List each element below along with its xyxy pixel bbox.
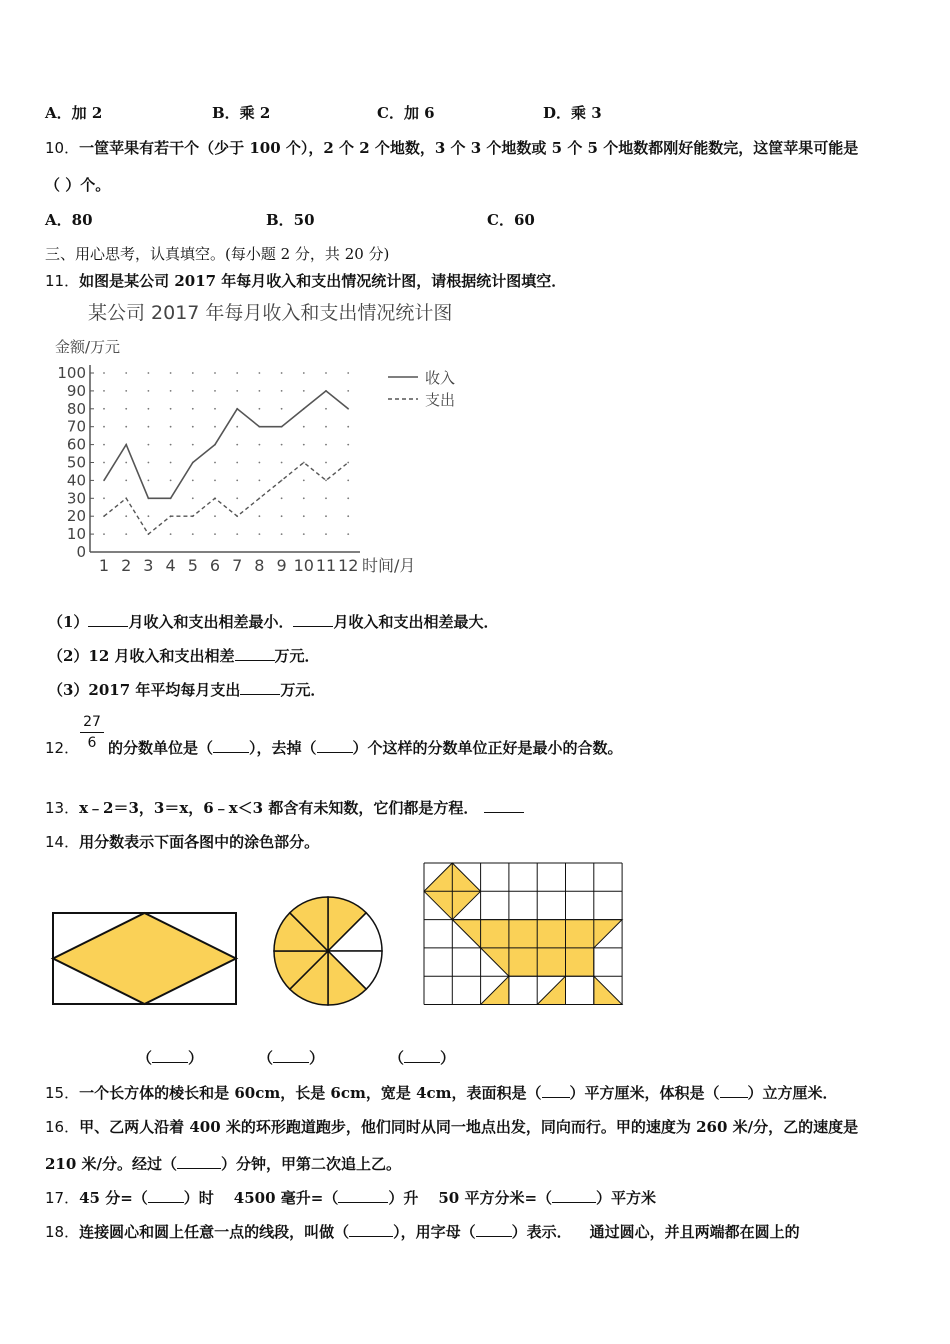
q15-blank1[interactable] [542, 1097, 570, 1098]
q16-line1 [45, 1116, 858, 1137]
grid-dot [236, 372, 238, 374]
grid-dot [170, 480, 172, 482]
grid-dot [303, 426, 305, 428]
grid-dot [325, 408, 327, 410]
grid-dot [281, 390, 283, 392]
grid-dot [347, 426, 349, 428]
grid-dot [347, 480, 349, 482]
grid-dot [325, 444, 327, 446]
q10-option-a: A．80 [45, 211, 93, 229]
grid-dot [303, 372, 305, 374]
grid-dot [214, 462, 216, 464]
grid-dot [170, 390, 172, 392]
grid-dot [281, 444, 283, 446]
grid-dot [325, 372, 327, 374]
grid-dot [281, 462, 283, 464]
x-tick-label: 4 [165, 556, 176, 575]
y-tick-label: 80 [66, 399, 86, 418]
q17-text-e: 50 平方分米=（ [438, 1189, 553, 1207]
figure-grid-shape [420, 860, 626, 1010]
q14-answer-1-blank[interactable] [152, 1062, 188, 1063]
q11-sub1-text2: 月收入和支出相差最大． [333, 613, 499, 631]
q9-option-b: B．乘 2 [212, 104, 271, 122]
q18-blank1[interactable] [349, 1236, 393, 1237]
q9-option-a: A．加 2 [45, 104, 103, 122]
chart-points [104, 391, 348, 534]
grid-dot [259, 390, 261, 392]
q11-sub3-blank[interactable] [240, 694, 280, 695]
q17-text-c: 4500 毫升=（ [233, 1189, 339, 1207]
grid-dot [347, 390, 349, 392]
grid-dot [148, 444, 150, 446]
q17-text-a: 45 分=（ [79, 1189, 148, 1207]
q14-line [45, 831, 319, 852]
grid-dot [214, 480, 216, 482]
grid-dot [125, 408, 127, 410]
section-3-title: 三、用心思考，认真填空。(每小题 2 分，共 20 分) [45, 245, 390, 263]
q12-text [108, 737, 623, 758]
legend-income-label: 收入 [425, 369, 456, 387]
q17-text-b: ）时 [183, 1189, 214, 1207]
grid-dot [192, 497, 194, 499]
q17-blank2[interactable] [338, 1202, 388, 1203]
q14-number: 14． [45, 833, 80, 851]
grid-dot [259, 408, 261, 410]
y-tick-label: 50 [66, 453, 86, 472]
q10-text: 一筐苹果有若干个（少于 100 个），2 个 2 个地数，3 个 3 个地数或 5 个 5 个地数都刚好能数完，这筐苹果可能是 [79, 139, 859, 157]
grid-dot [259, 372, 261, 374]
grid-dot [192, 444, 194, 446]
grid-dot [259, 462, 261, 464]
x-tick-label: 12 [338, 556, 359, 575]
grid-dot [259, 480, 261, 482]
q13-line [45, 797, 524, 818]
grid-dot [236, 426, 238, 428]
q11-sub1-text1: 月收入和支出相差最小． [128, 613, 294, 631]
q11-sub1-blank2[interactable] [293, 626, 333, 627]
y-tick-label: 0 [76, 543, 86, 561]
grid-dot [303, 390, 305, 392]
grid-dot [148, 462, 150, 464]
grid-dot [281, 372, 283, 374]
grid-dot [103, 444, 105, 446]
grid-dot [125, 462, 127, 464]
x-tick-label: 5 [187, 556, 198, 575]
grid-dot [325, 426, 327, 428]
grid-dot [214, 408, 216, 410]
grid-dot [192, 426, 194, 428]
x-tick-label: 7 [232, 556, 243, 575]
grid-dot [259, 533, 261, 535]
y-tick-label: 20 [66, 507, 86, 526]
x-tick-label: 6 [209, 556, 221, 575]
q11-line [45, 270, 566, 291]
x-tick-label: 1 [98, 556, 110, 575]
q11-sub1-blank1[interactable] [88, 626, 128, 627]
q12-text-c: ）个这样的分数单位正好是最小的合数。 [352, 739, 623, 757]
q13-text: x﹣2＝3，3＝x，6﹣x＜3 都含有未知数，它们都是方程． [79, 799, 479, 817]
q15-text-c: ）立方厘米． [747, 1084, 838, 1102]
q12-text-b: ），去掉（ [249, 739, 317, 757]
grid-dot [214, 390, 216, 392]
q12-blank1[interactable] [213, 752, 249, 753]
q12-fraction-denominator: 6 [87, 735, 97, 751]
q11-sub2-unit: 万元． [274, 647, 320, 665]
grid-dot [236, 480, 238, 482]
grid-dot [192, 372, 194, 374]
q12-fraction [80, 712, 104, 753]
q18-text-b: ），用字母（ [393, 1223, 476, 1241]
q16-blank[interactable] [177, 1168, 221, 1169]
grid-dot [347, 462, 349, 464]
figure-rectangle-rhombus [50, 910, 240, 1008]
q12-fraction-numerator: 27 [80, 712, 104, 733]
q16-text-2b: ）分钟，甲第二次追上乙。 [221, 1155, 402, 1173]
q15-text-a: 一个长方体的棱长和是 60cm，长是 6cm，宽是 4cm，表面积是（ [79, 1084, 542, 1102]
q11-sub2-text: （2）12 月收入和支出相差 [48, 647, 235, 665]
grid-dot [281, 497, 283, 499]
x-tick-label: 2 [121, 556, 132, 575]
q16-text-1: 甲、乙两人沿着 400 米的环形跑道跑步，他们同时从同一地点出发，同向而行。甲的速度为 260 米/分，乙的速度是 [79, 1118, 859, 1136]
x-tick-label: 9 [276, 556, 287, 575]
grid-dot [148, 372, 150, 374]
y-tick-label: 40 [66, 471, 86, 490]
chart-x-axis-label: 时间/月 [362, 556, 416, 575]
grid-dot [236, 533, 238, 535]
q10-line1 [45, 137, 858, 158]
q17-number: 17． [45, 1189, 80, 1207]
q10-option-b: B．50 [266, 211, 315, 229]
grid-dot [192, 480, 194, 482]
grid-dot [347, 497, 349, 499]
grid-dot [170, 533, 172, 535]
grid-dot [148, 480, 150, 482]
grid-dot [170, 426, 172, 428]
y-tick-label: 70 [66, 417, 86, 436]
grid-dot [303, 533, 305, 535]
x-tick-label: 3 [143, 556, 154, 575]
grid-dot [125, 515, 127, 517]
q10-line2: （ ）个。 [45, 176, 111, 194]
grid-dot [148, 515, 150, 517]
q9-option-d: D．乘 3 [543, 104, 602, 122]
q12-text-a: 的分数单位是（ [108, 739, 214, 757]
q12-blank2[interactable] [317, 752, 353, 753]
grid-dot [214, 426, 216, 428]
grid-dot [192, 390, 194, 392]
grid-dot [148, 426, 150, 428]
q18-text-d: 通过圆心，并且两端都在圆上的 [589, 1223, 800, 1241]
q18-blank2[interactable] [476, 1236, 512, 1237]
grid-dot [103, 497, 105, 499]
grid-dot [103, 372, 105, 374]
q14-answer-3: （ ） [389, 1049, 456, 1067]
y-tick-label: 60 [66, 435, 86, 454]
grid-dot [103, 426, 105, 428]
q14-text: 用分数表示下面各图中的涂色部分。 [79, 833, 320, 851]
q15-text-b: ）平方厘米，体积是（ [569, 1084, 720, 1102]
q11-sub1 [48, 611, 498, 632]
chart-title: 某公司 2017 年每月收入和支出情况统计图 [88, 302, 453, 324]
grid-dot [192, 408, 194, 410]
grid-dot [259, 515, 261, 517]
grid-dot [125, 533, 127, 535]
line-chart [40, 295, 480, 585]
grid-dot [347, 533, 349, 535]
grid-dot [148, 408, 150, 410]
grid-dot [325, 533, 327, 535]
grid-dot [103, 462, 105, 464]
q17-text-f: ）平方米 [596, 1189, 657, 1207]
grid-dot [281, 408, 283, 410]
grid-dot [170, 462, 172, 464]
grid-dot [125, 480, 127, 482]
q10-option-c: C．60 [487, 211, 535, 229]
q13-number: 13． [45, 799, 80, 817]
grid-dot [347, 372, 349, 374]
grid-dot [303, 462, 305, 464]
q15-line [45, 1082, 838, 1103]
x-tick-label: 8 [254, 556, 265, 575]
grid-dot [103, 408, 105, 410]
q11-sub1-label: （1） [48, 613, 89, 631]
q12-number: 12． [45, 739, 80, 757]
grid-dot [125, 372, 127, 374]
legend-expense-label: 支出 [425, 391, 456, 409]
q17-blank3[interactable] [552, 1202, 596, 1203]
q11-sub2-blank[interactable] [235, 660, 275, 661]
grid-dot [325, 480, 327, 482]
q15-number: 15． [45, 1084, 80, 1102]
grid-dot [214, 533, 216, 535]
chart-y-axis-label: 金额/万元 [55, 338, 121, 356]
q9-option-c: C．加 6 [377, 104, 435, 122]
q11-sub3-text: （3）2017 年平均每月支出 [48, 681, 241, 699]
q11-text: 如图是某公司 2017 年每月收入和支出情况统计图，请根据统计图填空． [79, 272, 567, 290]
grid-dot [170, 408, 172, 410]
grid-dot [103, 533, 105, 535]
figure-circle-eighths [270, 893, 386, 1009]
grid-dot [214, 515, 216, 517]
series-expense-line [104, 463, 348, 535]
y-tick-label: 100 [57, 364, 86, 382]
grid-dot [170, 444, 172, 446]
q18-text-a: 连接圆心和圆上任意一点的线段，叫做（ [79, 1223, 350, 1241]
q17-line [45, 1187, 656, 1208]
grid-dot [103, 390, 105, 392]
q18-line [45, 1221, 800, 1242]
q18-number: 18． [45, 1223, 80, 1241]
grid-dot [236, 444, 238, 446]
y-tick-label: 30 [66, 489, 86, 508]
grid-dot [281, 515, 283, 517]
series-income-line [104, 391, 348, 498]
q16-text-2a: 210 米/分。经过（ [45, 1155, 178, 1173]
q17-text-d: ）升 [388, 1189, 419, 1207]
y-tick-label: 10 [66, 525, 86, 544]
grid-dot [192, 533, 194, 535]
q14-answer-1: （ ） [137, 1049, 204, 1067]
x-tick-label: 10 [293, 556, 314, 575]
grid-dot [303, 497, 305, 499]
q11-sub3 [48, 679, 325, 700]
grid-dot [170, 372, 172, 374]
grid-dot [325, 515, 327, 517]
q14-answer-2: （ ） [258, 1049, 325, 1067]
q15-blank2[interactable] [720, 1097, 748, 1098]
chart-grid [103, 372, 349, 535]
chart-y-ticks [57, 364, 94, 561]
grid-dot [303, 515, 305, 517]
grid-dot [303, 444, 305, 446]
grid-dot [125, 426, 127, 428]
grid-dot [325, 462, 327, 464]
chart-x-ticks [99, 556, 358, 575]
q16-number: 16． [45, 1118, 80, 1136]
grid-dot [325, 497, 327, 499]
grid-dot [236, 462, 238, 464]
grid-dot [236, 390, 238, 392]
grid-dot [347, 444, 349, 446]
x-tick-label: 11 [315, 556, 337, 575]
grid-dot [347, 515, 349, 517]
grid-dot [236, 497, 238, 499]
y-tick-label: 90 [66, 381, 86, 400]
grid-dot [148, 390, 150, 392]
q11-sub3-unit: 万元． [280, 681, 326, 699]
grid-dot [125, 390, 127, 392]
grid-dot [303, 480, 305, 482]
q10-number: 10． [45, 139, 80, 157]
grid-dot [281, 533, 283, 535]
q16-line2 [45, 1153, 401, 1174]
q14-answer-2-blank[interactable] [273, 1062, 309, 1063]
q14-answer-3-blank[interactable] [404, 1062, 440, 1063]
grid-dot [259, 444, 261, 446]
grid-dot [214, 372, 216, 374]
q11-sub2 [48, 645, 320, 666]
q17-blank1[interactable] [148, 1202, 184, 1203]
q11-number: 11． [45, 272, 80, 290]
q18-text-c: ）表示． [511, 1223, 572, 1241]
q13-blank[interactable] [484, 812, 524, 813]
